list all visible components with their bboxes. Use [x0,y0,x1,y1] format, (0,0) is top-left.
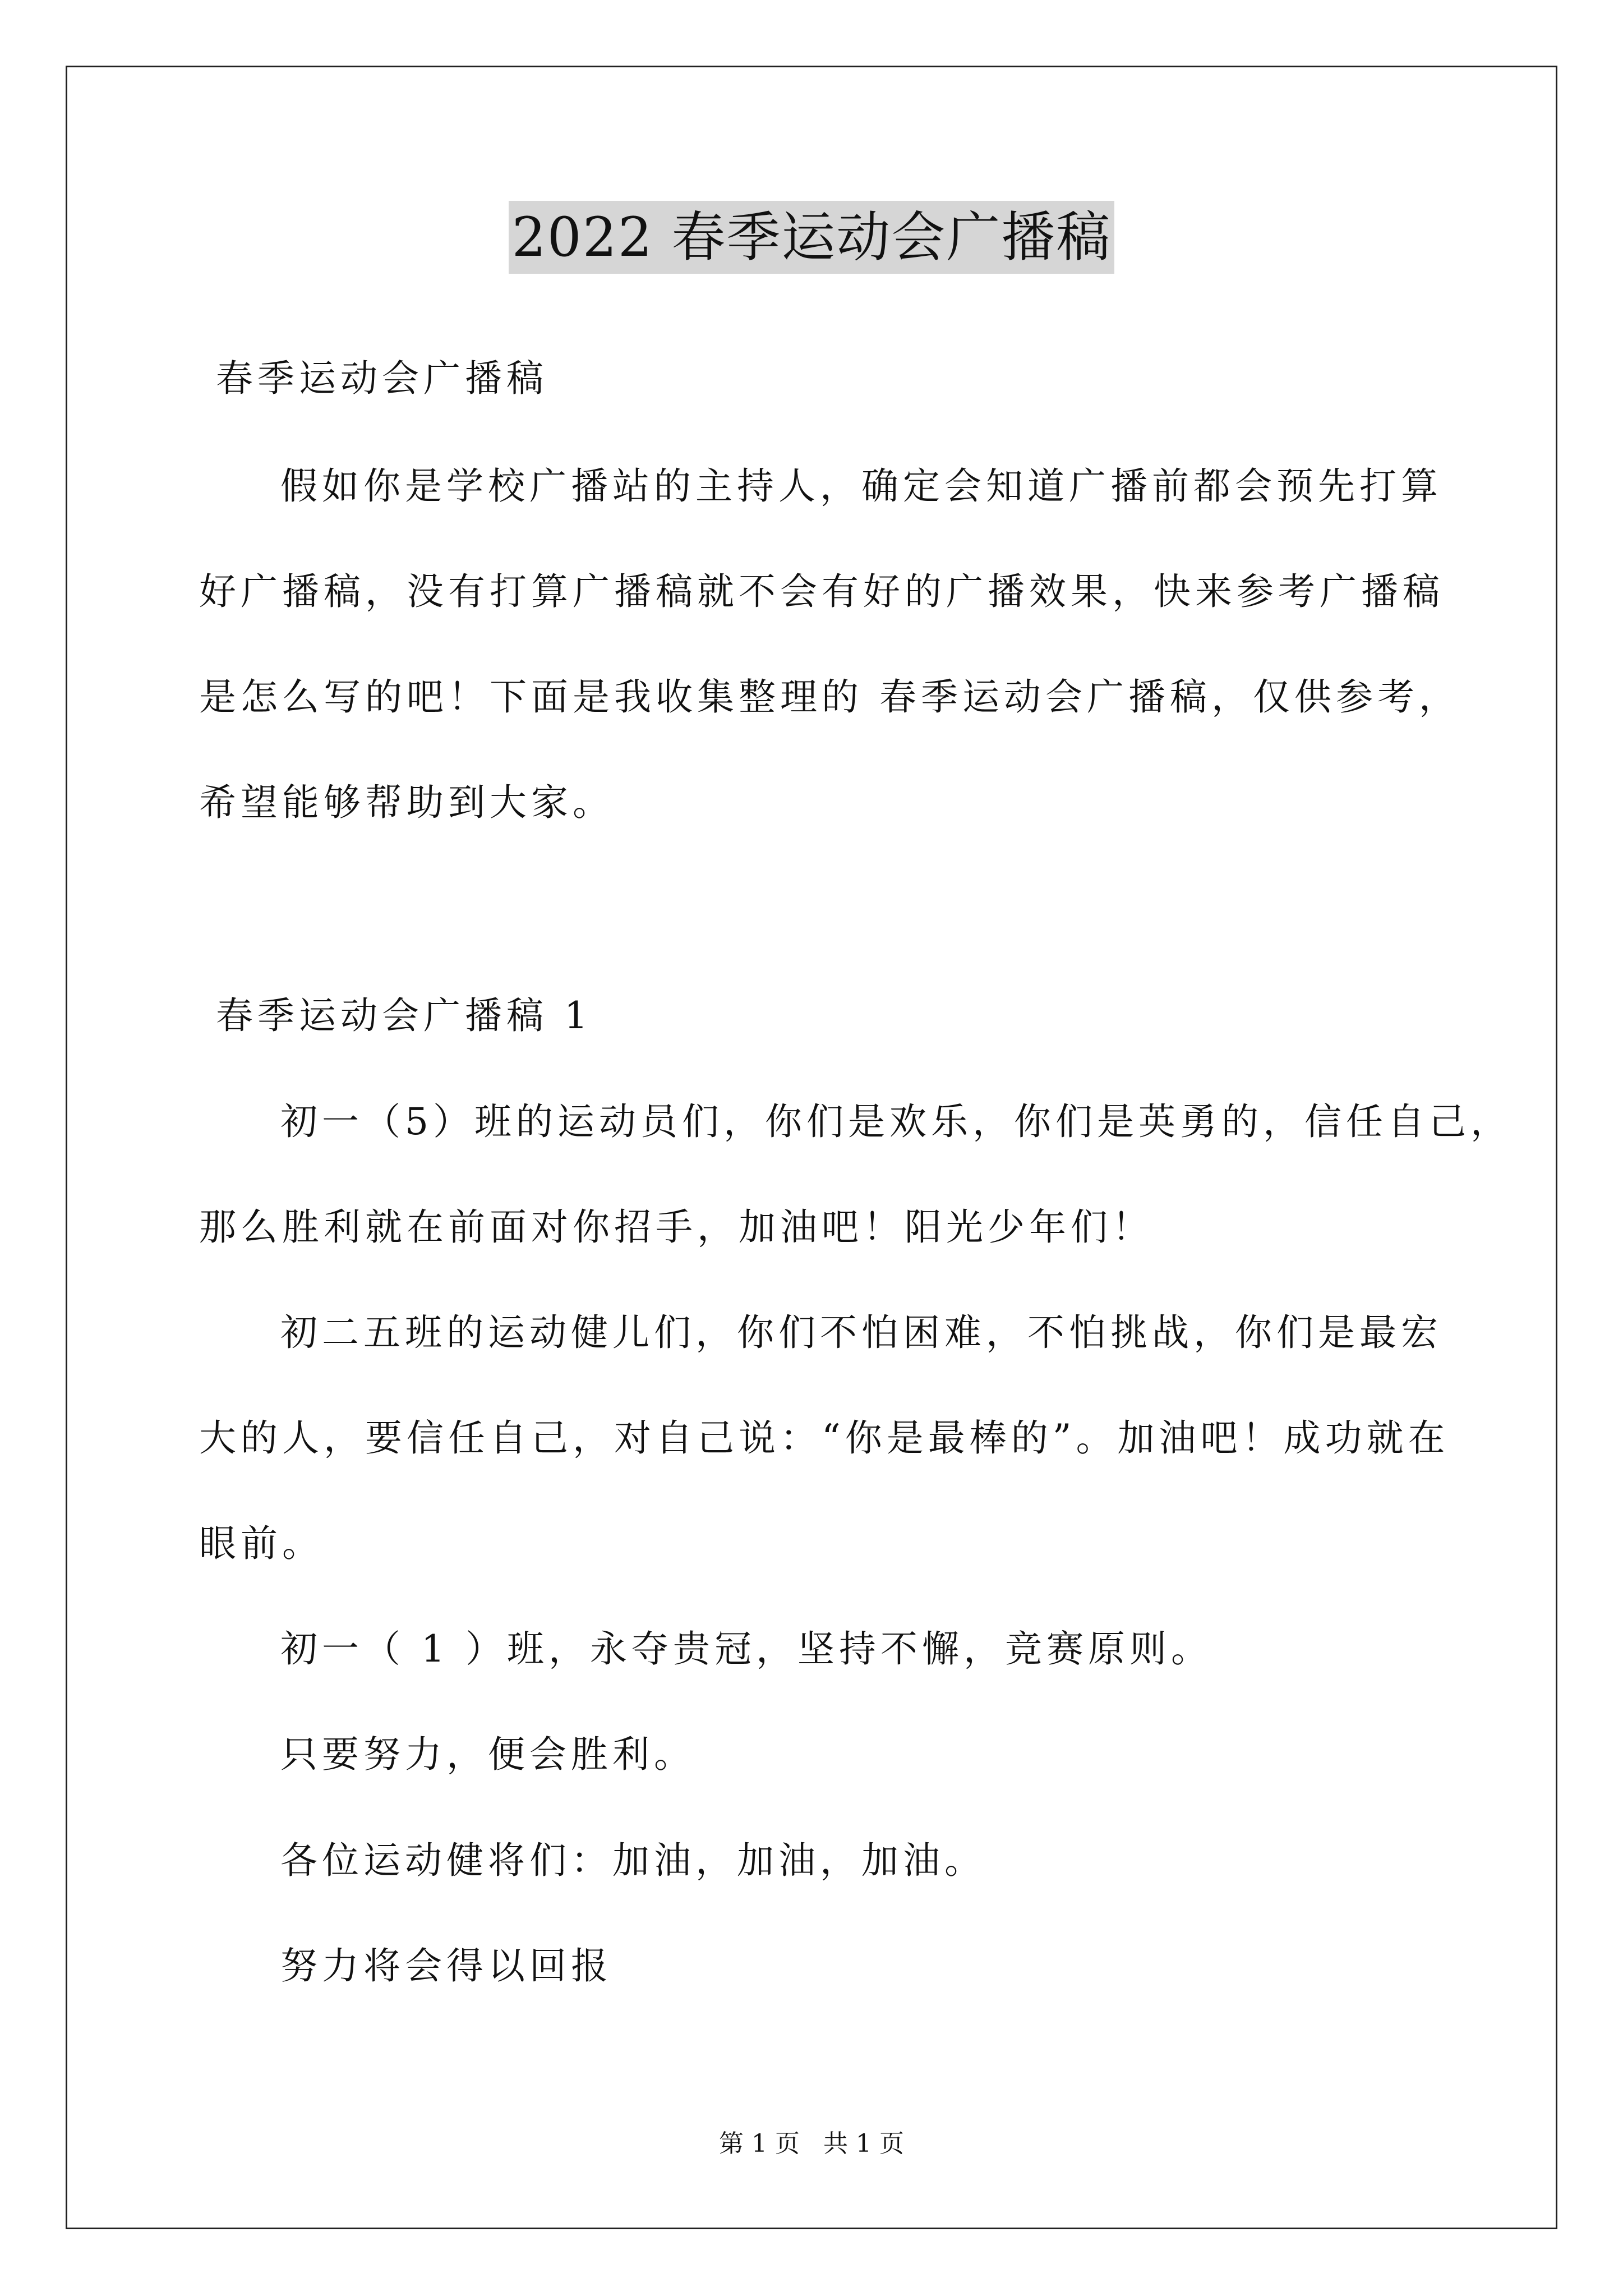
section-heading: 春季运动会广播稿 1 [216,994,592,1037]
paragraph-line: 只要努力，便会胜利。 [280,1733,695,1776]
paragraph-line: 大的人，要信任自己，对自己说：“你是最棒的”。加油吧！成功就在 [199,1416,1450,1460]
paragraph-line: 眼前。 [199,1522,324,1565]
paragraph-line: 假如你是学校广播站的主持人，确定会知道广播前都会预先打算 [280,464,1442,508]
section-heading: 春季运动会广播稿 [216,357,548,400]
paragraph-line: 初二五班的运动健儿们，你们不怕困难，不怕挑战，你们是最宏 [280,1311,1442,1354]
paragraph-line: 那么胜利就在前面对你招手，加油吧！阳光少年们！ [199,1205,1154,1249]
paragraph-line: 希望能够帮助到大家。 [199,781,614,824]
paragraph-line: 各位运动健将们：加油，加油，加油。 [280,1839,986,1882]
document-title: 2022 春季运动会广播稿 [509,201,1115,274]
paragraph-line: 努力将会得以回报 [280,1944,612,1987]
paragraph-line: 初一（5）班的运动员们，你们是欢乐，你们是英勇的，信任自己， [280,1100,1512,1143]
page-footer: 第 1 页 共 1 页 [719,2129,904,2158]
paragraph-line: 初一（ 1 ）班，永夺贵冠，坚持不懈，竞赛原则。 [280,1627,1212,1671]
paragraph-line: 是怎么写的吧！下面是我收集整理的 春季运动会广播稿，仅供参考， [199,675,1460,719]
paragraph-line: 好广播稿，没有打算广播稿就不会有好的广播效果，快来参考广播稿 [199,570,1444,613]
title-container [0,201,1623,274]
